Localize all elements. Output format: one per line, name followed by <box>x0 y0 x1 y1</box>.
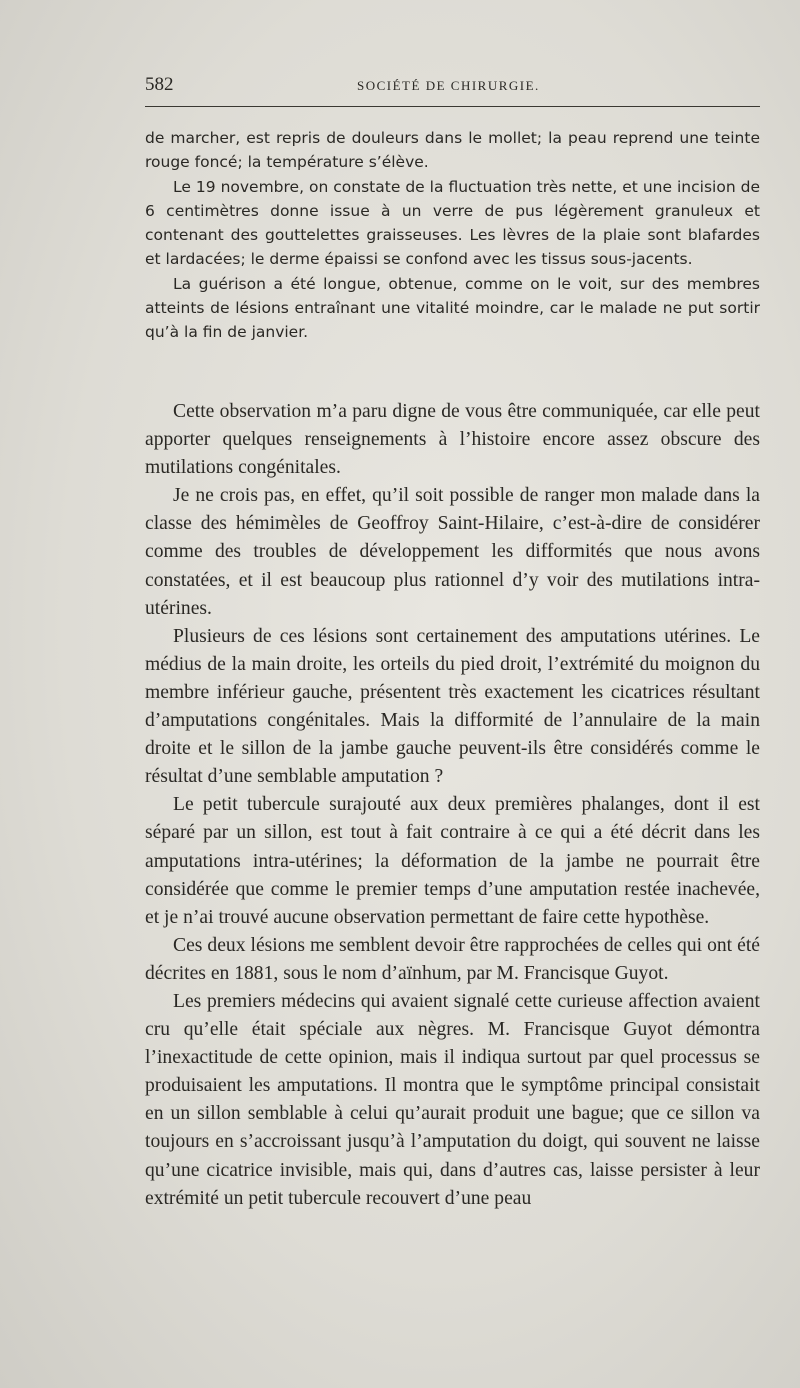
page-number: 582 <box>145 74 174 95</box>
running-title: SOCIÉTÉ DE CHIRURGIE. <box>357 78 540 93</box>
paragraph: Cette observation m’a paru digne de vous être communiquée, car elle peut apporter quelques renseignements à l’histoire encore assez obscure des mutilations congénitales. <box>145 401 760 479</box>
paragraph: Le petit tubercule surajouté aux deux premières phalanges, dont il est séparé par un sillon, est tout à fait contraire à ce qui a été décrit dans les amputations intra-utérines; la déformation de la jambe ne pourrait être considérée que comme le premier temps d’une amputation restée inachevée, et je n’ai trouvé aucune observation permettant de faire cette hypothèse. <box>145 794 760 928</box>
page-header <box>145 74 760 98</box>
paragraph: Le 19 novembre, on constate de la fluctuation très nette, et une incision de 6 centimètres donne issue à un verre de pus légèrement granuleux et contenant des gouttelettes graisseuses. Les lèvres de la plaie sont blafardes et lardacées; le derme épaissi se confond avec les tissus sous-jacents. <box>145 177 760 269</box>
paragraph: Je ne crois pas, en effet, qu’il soit possible de ranger mon malade dans la classe des hémimèles de Geoffroy Saint-Hilaire, c’est-à-dire de considérer comme des troubles de développement les difformités que nous avons constatées, et il est beaucoup plus rationnel d’y voir des mutilations intra-utérines. <box>145 485 760 619</box>
paragraph: Ces deux lésions me semblent devoir être rapprochées de celles qui ont été décrites en 1881, sous le nom d’aïnhum, par M. Francisque Guyot. <box>145 934 760 984</box>
discussion-text <box>145 398 760 1213</box>
paragraph: La guérison a été longue, obtenue, comme on le voit, sur des membres atteints de lésions entraînant une vitalité moindre, car le malade ne put sortir qu’à la fin de janvier. <box>145 274 760 342</box>
paragraph: Les premiers médecins qui avaient signalé cette curieuse affection avaient cru qu’elle était spéciale aux nègres. M. Francisque Guyot démontra l’inexactitude de cette opinion, mais il indiqua surtout par quel processus se produisaient les amputations. Il montra que le symptôme principal consistait en un sillon semblable à celui qu’aurait produit une bague; que ce sillon va toujours en s’accroissant jusqu’à l’amputation du doigt, qui souvent ne laisse qu’une cicatrice invisible, mais qui, dans d’autres cas, laisse persister à leur extrémité un petit tubercule recouvert d’une peau <box>145 990 760 1209</box>
paragraph: de marcher, est repris de douleurs dans le mollet; la peau reprend une teinte rouge foncé; la température s’élève. <box>145 129 760 172</box>
header-rule <box>145 106 760 107</box>
observation-text <box>145 126 760 345</box>
paragraph: Plusieurs de ces lésions sont certainement des amputations utérines. Le médius de la main droite, les orteils du pied droit, l’extrémité du moignon du membre inférieur gauche, présentent très exactement les cicatrices résultant d’amputations congénitales. Mais la difformité de l’annulaire de la main droite et le sillon de la jambe gauche peuvent-ils être considérés comme le résultat d’une semblable amputation ? <box>145 625 760 788</box>
